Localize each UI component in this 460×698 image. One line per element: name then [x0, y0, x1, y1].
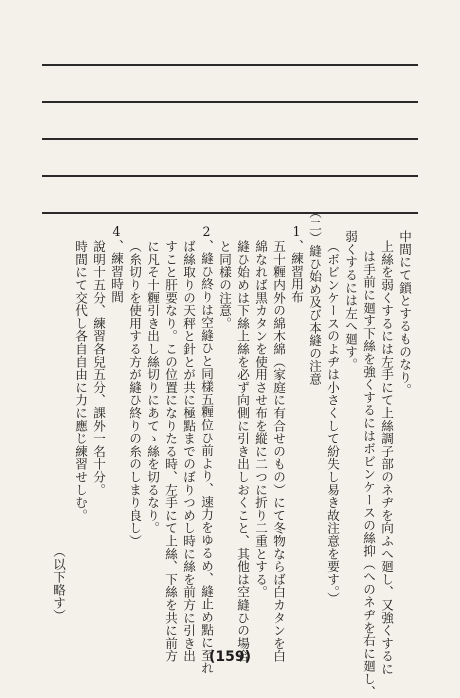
ruled-line — [42, 101, 418, 103]
text-line: （ボビンケースのよヂは小さくして紛失し易き故注意を要す。） — [325, 240, 340, 605]
text-line: ば絲取りの天秤と針とが共に極點までのぼりつめし時に絲を前方に引き出 — [181, 240, 196, 663]
text-line: （糸切りを使用する方が縫ひ終りの糸のしまり良し） — [127, 240, 142, 548]
text-line: と同樣の注意。 — [217, 240, 232, 330]
text-line: 時間にて交代し各自自由に力に應じ練習せしむ。 — [73, 240, 88, 522]
closing-note: （以下略す） — [51, 545, 66, 622]
ruled-line — [42, 138, 418, 140]
page-number: (159) — [208, 649, 252, 665]
ruled-line — [42, 64, 418, 66]
ruled-line — [42, 175, 418, 177]
text-line: は手前に廻す下絲を強くするにはボビンケースの絲抑（へのネヂを右に廻し、 — [361, 250, 376, 698]
text-line: 中間にて鎖とするものなり。 — [397, 230, 412, 397]
section-heading: （二）縫ひ始め及び本縫の注意 — [307, 206, 322, 386]
text-line: すこと肝要なり。この位置になりたる時、左手にて上絲、下絲を共に前方 — [163, 240, 178, 663]
text-line: に凡そ十糎引き出し絲切りにあてゝ絲を切るなり。 — [145, 240, 160, 535]
item-heading: 4、練習時間 — [109, 224, 124, 304]
text-line: 上絲を弱くするには左手にて上絲調子部のネヂを向ふへ廻し、又強くするに — [379, 240, 394, 676]
text-line: 說明十五分、練習各兒五分、課外一名十分。 — [91, 240, 106, 496]
text-line: 縫ひ始めは下絲上絲を必ず向側に引き出しおくこと、其他は空縫ひの場合 — [235, 240, 250, 663]
text-line: 弱くするには左へ廻す。 — [343, 230, 358, 371]
text-line: 2、縫ひ終りは空縫ひと同樣五糎位ひ前より、速力をゆるめ、縫止め點に至れ — [199, 224, 214, 675]
text-line: 五十糎内外の綿木綿（家庭に有合せのもの）にて冬物ならば白カタンを白 — [271, 240, 286, 663]
ruled-line — [42, 212, 418, 214]
item-heading: 1、練習用布 — [289, 224, 304, 304]
text-line: 綿なれば黒カタンを使用させ布を縦に二つに折り二重とする。 — [253, 240, 268, 599]
